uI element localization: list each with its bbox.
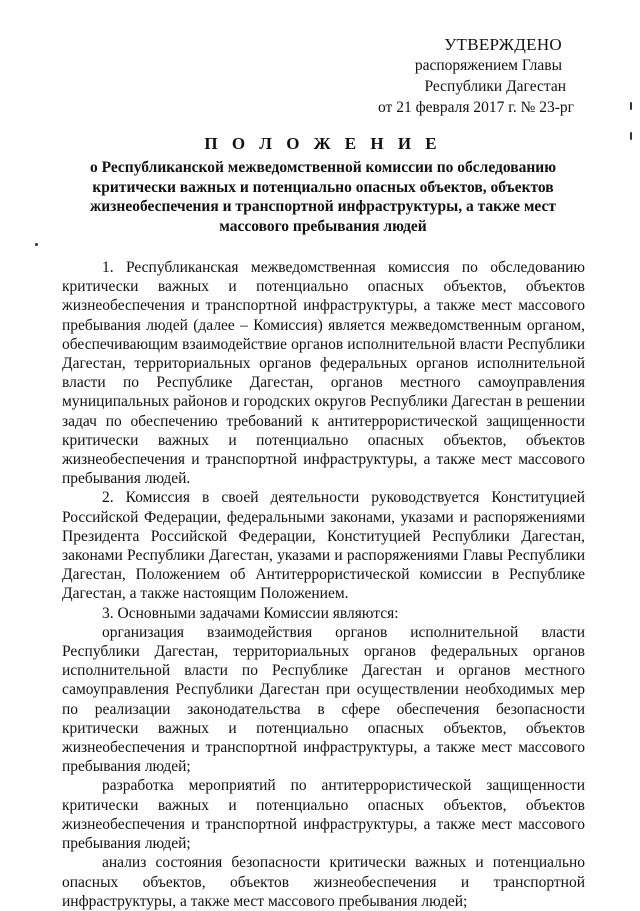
approval-authority: распоряжением Главы [414,57,562,74]
paragraph-3: 3. Основными задачами Комиссии являются: [102,604,399,622]
document-title [60,134,586,236]
approval-stamp: УТВЕРЖДЕНО [444,35,562,54]
scan-speck [630,132,632,140]
approval-date: от 21 февраля 2017 г. № 23-рг [378,99,574,116]
approval-region: Республики Дагестан [424,78,566,95]
scan-speck [35,243,38,246]
document-body [62,258,585,911]
task-item-1: организация взаимодействия органов исполнительной власти Республики Дагестан, территориальных органов федеральных органов исполнительной власти по Республике Дагестан и органов местного самоуправления Республики Дагестан при осуществлении необходимых мер по реализации законодательства в сфере обеспечения безопасности критически важных и потенциально опасных объектов, объектов жизнеобеспечения и транспортной инфраструктуры, а также мест массового пребывания людей; [62,623,585,776]
task-item-3: анализ состояния безопасности критически важных и потенциально опасных объектов, объектов жизнеобеспечения и транспортной инфраструктуры, а также мест массового пребывания людей; [62,854,585,910]
paragraph-1: 1. Республиканская межведомственная комиссия по обследованию критически важных и потенциально опасных объектов, объектов жизнеобеспечения и транспортной инфраструктуры, а также мест массового пребывания людей (далее – Комиссия) является межведомственным органом, обеспечивающим взаимодействие органов исполнительной власти Республики Дагестан, территориальных органов федеральных органов исполнительной власти по Республике Дагестан, органов местного самоуправления муниципальных районов и городских округов Республики Дагестан в решении задач по обеспечению требований к антитеррористической защищенности критически важных и потенциально опасных объектов, объектов жизнеобеспечения и транспортной инфраструктуры, а также мест массового пребывания людей. [62,259,585,488]
document-heading: П О Л О Ж Е Н И Е [204,134,442,153]
approval-block [378,34,574,118]
paragraph-2: 2. Комиссия в своей деятельности руководствуется Конституцией Российской Федерации, федеральными законами, указами и распоряжениями Президента Российской Федерации, Конституцией Республики Дагестан, законами Республики Дагестан, указами и распоряжениями Главы Республики Дагестан, Положением об Антитеррористической комиссии в Республике Дагестан, а также настоящим Положением. [62,489,585,603]
scan-speck [630,102,632,110]
document-subtitle: о Республиканской межведомственной комиссии по обследованию критически важных и потенциально опасных объектов, объектов жизнеобеспечения и транспортной инфраструктуры, а также мест массового пребывания людей [89,159,557,235]
task-item-2: разработка мероприятий по антитеррористической защищенности критически важных и потенциально опасных объектов, объектов жизнеобеспечения и транспортной инфраструктуры, а также мест массового пребывания людей; [62,777,585,853]
